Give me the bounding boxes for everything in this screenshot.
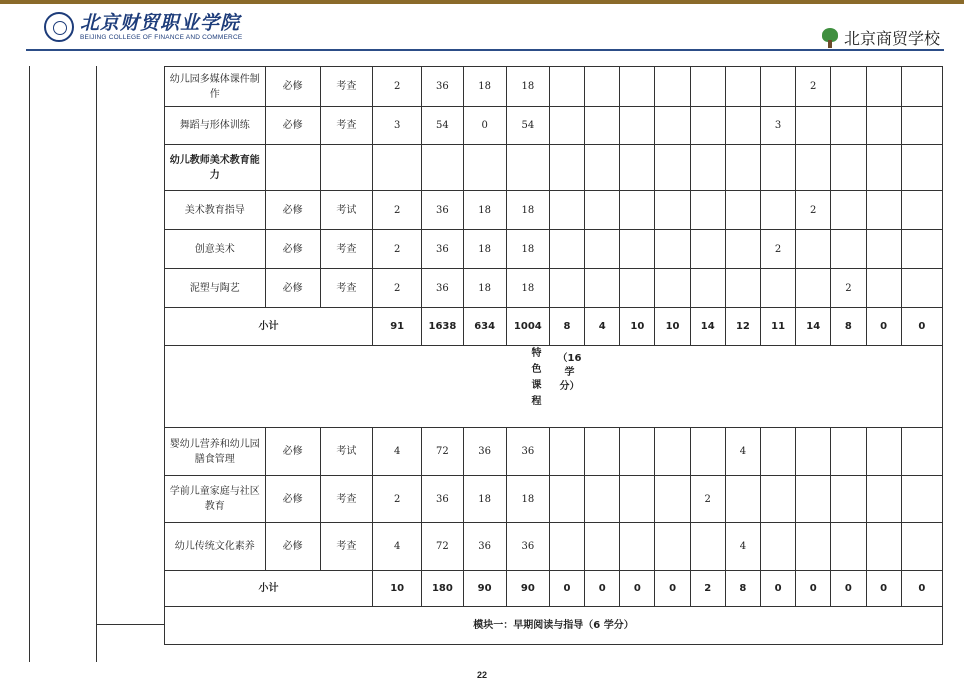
course-row — [165, 145, 943, 191]
semester-hours — [796, 476, 831, 523]
semester-hours — [725, 145, 760, 191]
semester-hours — [831, 230, 866, 269]
semester-hours: 2 — [690, 476, 725, 523]
page-header — [0, 4, 964, 54]
subtotal-practice: 1004 — [506, 308, 549, 346]
subtotal-semester: 0 — [655, 571, 690, 607]
course-row — [165, 191, 943, 230]
theory-hours: 18 — [463, 230, 506, 269]
semester-hours — [725, 107, 760, 145]
semester-hours — [866, 107, 901, 145]
subtotal-semester: 14 — [690, 308, 725, 346]
subtotal-semester: 0 — [549, 571, 584, 607]
semester-hours — [690, 145, 725, 191]
theory-hours: 18 — [463, 191, 506, 230]
semester-hours — [866, 269, 901, 308]
credit: 2 — [373, 230, 422, 269]
subtotal-semester: 2 — [690, 571, 725, 607]
semester-hours — [620, 230, 655, 269]
total-hours: 72 — [422, 428, 463, 476]
course-type: 必修 — [265, 191, 320, 230]
practice-hours: 18 — [506, 476, 549, 523]
semester-hours — [901, 107, 942, 145]
semester-hours — [866, 428, 901, 476]
credit: 2 — [373, 67, 422, 107]
subtotal-label: 小计 — [165, 308, 373, 346]
total-hours: 36 — [422, 230, 463, 269]
credit: 4 — [373, 428, 422, 476]
course-type: 必修 — [265, 523, 320, 571]
feature-credit-char: 分） — [559, 381, 580, 392]
credit: 4 — [373, 523, 422, 571]
assessment-method: 考试 — [320, 191, 372, 230]
subtotal-semester: 8 — [725, 571, 760, 607]
feature-course-heading-row — [165, 346, 943, 428]
assessment-method: 考查 — [320, 230, 372, 269]
total-hours: 54 — [422, 107, 463, 145]
practice-hours: 18 — [506, 191, 549, 230]
school-name: 北京商贸学校 — [843, 29, 940, 48]
course-row — [165, 67, 943, 107]
semester-hours — [549, 145, 584, 191]
semester-hours — [620, 191, 655, 230]
semester-hours — [690, 523, 725, 571]
semester-hours: 4 — [725, 428, 760, 476]
semester-hours — [585, 145, 620, 191]
feature-title-char: 程 — [531, 396, 542, 407]
course-type: 必修 — [265, 269, 320, 308]
module-left-rule — [96, 624, 164, 625]
category-border-line — [96, 66, 97, 662]
college-seal-icon — [44, 12, 74, 42]
semester-hours — [901, 269, 942, 308]
course-row — [165, 269, 943, 308]
semester-hours — [549, 269, 584, 308]
assessment-method: 考试 — [320, 428, 372, 476]
assessment-method: 考查 — [320, 476, 372, 523]
semester-hours — [655, 107, 690, 145]
subtotal-semester: 0 — [901, 308, 942, 346]
theory-hours: 18 — [463, 476, 506, 523]
semester-hours — [549, 428, 584, 476]
semester-hours — [620, 269, 655, 308]
subtotal-theory: 634 — [463, 308, 506, 346]
semester-hours — [690, 107, 725, 145]
semester-hours — [760, 67, 795, 107]
semester-hours — [585, 476, 620, 523]
semester-hours — [549, 67, 584, 107]
credit: 3 — [373, 107, 422, 145]
semester-hours — [655, 145, 690, 191]
subtotal-semester: 8 — [549, 308, 584, 346]
subtotal-semester: 11 — [760, 308, 795, 346]
subtotal-semester: 0 — [901, 571, 942, 607]
credit: 2 — [373, 269, 422, 308]
total-hours: 36 — [422, 269, 463, 308]
semester-hours — [901, 476, 942, 523]
semester-hours — [796, 145, 831, 191]
course-type: 必修 — [265, 428, 320, 476]
semester-hours: 2 — [760, 230, 795, 269]
course-row — [165, 428, 943, 476]
course-type: 必修 — [265, 476, 320, 523]
course-row — [165, 476, 943, 523]
subtotal-semester: 0 — [831, 571, 866, 607]
subtotal-semester: 12 — [725, 308, 760, 346]
subtotal-semester: 14 — [796, 308, 831, 346]
semester-hours — [690, 230, 725, 269]
subtotal-semester: 4 — [585, 308, 620, 346]
semester-hours — [831, 145, 866, 191]
subtotal-semester: 0 — [585, 571, 620, 607]
subtotal-semester: 0 — [620, 571, 655, 607]
subtotal-practice: 90 — [506, 571, 549, 607]
header-rule — [26, 49, 944, 51]
semester-hours — [549, 107, 584, 145]
semester-hours — [901, 428, 942, 476]
semester-hours — [901, 67, 942, 107]
practice-hours: 36 — [506, 523, 549, 571]
practice-hours: 18 — [506, 269, 549, 308]
practice-hours — [506, 145, 549, 191]
semester-hours — [901, 191, 942, 230]
theory-hours: 0 — [463, 107, 506, 145]
subtotal-label: 小计 — [165, 571, 373, 607]
semester-hours — [549, 523, 584, 571]
semester-hours — [831, 476, 866, 523]
subtotal-semester: 10 — [620, 308, 655, 346]
assessment-method: 考查 — [320, 67, 372, 107]
semester-hours — [725, 230, 760, 269]
semester-hours — [760, 428, 795, 476]
school-logo — [820, 26, 940, 49]
subtotal-semester: 8 — [831, 308, 866, 346]
feature-credit-char: 学 — [564, 367, 575, 378]
semester-hours — [831, 428, 866, 476]
feature-title-char: 特 — [531, 348, 542, 359]
college-name-en: BEIJING COLLEGE OF FINANCE AND COMMERCE — [80, 34, 243, 41]
semester-hours — [585, 428, 620, 476]
semester-hours — [796, 230, 831, 269]
credit: 2 — [373, 476, 422, 523]
total-hours: 36 — [422, 67, 463, 107]
semester-hours — [620, 67, 655, 107]
subtotal-credit: 10 — [373, 571, 422, 607]
subtotal-row — [165, 308, 943, 346]
semester-hours — [796, 107, 831, 145]
feature-title-char: 课 — [531, 380, 542, 391]
theory-hours: 18 — [463, 269, 506, 308]
semester-hours — [690, 428, 725, 476]
semester-hours — [866, 476, 901, 523]
semester-hours — [549, 476, 584, 523]
semester-hours — [831, 523, 866, 571]
semester-hours — [796, 269, 831, 308]
course-type: 必修 — [265, 67, 320, 107]
semester-hours: 2 — [796, 191, 831, 230]
course-row — [165, 523, 943, 571]
feature-course-heading — [165, 346, 943, 428]
total-hours — [422, 145, 463, 191]
credit — [373, 145, 422, 191]
semester-hours — [831, 107, 866, 145]
semester-hours: 4 — [725, 523, 760, 571]
semester-hours — [585, 67, 620, 107]
semester-hours — [760, 191, 795, 230]
semester-hours — [620, 428, 655, 476]
semester-hours — [760, 523, 795, 571]
semester-hours — [655, 523, 690, 571]
tree-icon — [820, 28, 840, 48]
practice-hours: 54 — [506, 107, 549, 145]
semester-hours — [655, 191, 690, 230]
semester-hours: 2 — [831, 269, 866, 308]
semester-hours — [725, 476, 760, 523]
semester-hours — [901, 523, 942, 571]
semester-hours — [690, 269, 725, 308]
semester-hours — [866, 523, 901, 571]
semester-hours — [725, 191, 760, 230]
subtotal-semester: 0 — [866, 308, 901, 346]
course-type: 必修 — [265, 230, 320, 269]
subtotal-semester: 0 — [796, 571, 831, 607]
left-border-line — [29, 66, 30, 662]
semester-hours — [901, 145, 942, 191]
subtotal-theory: 90 — [463, 571, 506, 607]
assessment-method: 考查 — [320, 269, 372, 308]
module-heading-row — [165, 607, 943, 645]
practice-hours: 18 — [506, 230, 549, 269]
semester-hours — [549, 191, 584, 230]
credit: 2 — [373, 191, 422, 230]
college-name-cn: 北京财贸职业学院 — [80, 12, 241, 34]
theory-hours: 36 — [463, 523, 506, 571]
semester-hours — [549, 230, 584, 269]
course-name: 学前儿童家庭与社区教育 — [165, 476, 266, 523]
semester-hours — [760, 145, 795, 191]
semester-hours — [655, 67, 690, 107]
theory-hours: 36 — [463, 428, 506, 476]
course-name: 幼儿传统文化素养 — [165, 523, 266, 571]
semester-hours — [585, 191, 620, 230]
semester-hours — [831, 191, 866, 230]
subtotal-hours: 1638 — [422, 308, 463, 346]
semester-hours — [760, 269, 795, 308]
total-hours: 36 — [422, 476, 463, 523]
assessment-method: 考查 — [320, 523, 372, 571]
semester-hours — [866, 145, 901, 191]
semester-hours — [760, 476, 795, 523]
semester-hours — [796, 428, 831, 476]
semester-hours — [655, 269, 690, 308]
total-hours: 72 — [422, 523, 463, 571]
semester-hours — [655, 476, 690, 523]
theory-hours: 18 — [463, 67, 506, 107]
semester-hours: 3 — [760, 107, 795, 145]
semester-hours — [620, 107, 655, 145]
feature-title-char: 色 — [531, 364, 542, 375]
page-number: 22 — [476, 670, 487, 680]
semester-hours — [901, 230, 942, 269]
semester-hours — [866, 191, 901, 230]
course-name: 幼儿教师美术教育能力 — [165, 145, 266, 191]
semester-hours — [620, 145, 655, 191]
semester-hours — [725, 269, 760, 308]
semester-hours — [690, 67, 725, 107]
subtotal-credit: 91 — [373, 308, 422, 346]
course-type: 必修 — [265, 107, 320, 145]
semester-hours — [866, 230, 901, 269]
curriculum-table — [164, 66, 943, 645]
semester-hours — [831, 67, 866, 107]
semester-hours — [585, 269, 620, 308]
college-logo — [44, 12, 242, 42]
module-title: 模块一：早期阅读与指导（6 学分） — [165, 607, 943, 645]
practice-hours: 36 — [506, 428, 549, 476]
practice-hours: 18 — [506, 67, 549, 107]
semester-hours — [620, 476, 655, 523]
theory-hours — [463, 145, 506, 191]
semester-hours: 2 — [796, 67, 831, 107]
course-name: 幼儿园多媒体课件制作 — [165, 67, 266, 107]
semester-hours — [585, 523, 620, 571]
course-name: 创意美术 — [165, 230, 266, 269]
subtotal-hours: 180 — [422, 571, 463, 607]
semester-hours — [796, 523, 831, 571]
subtotal-semester: 0 — [760, 571, 795, 607]
semester-hours — [620, 523, 655, 571]
course-type — [265, 145, 320, 191]
semester-hours — [866, 67, 901, 107]
subtotal-semester: 10 — [655, 308, 690, 346]
semester-hours — [655, 230, 690, 269]
course-row — [165, 230, 943, 269]
semester-hours — [690, 191, 725, 230]
semester-hours — [585, 107, 620, 145]
course-name: 舞蹈与形体训练 — [165, 107, 266, 145]
course-name: 美术教育指导 — [165, 191, 266, 230]
course-name: 婴幼儿营养和幼儿园膳食管理 — [165, 428, 266, 476]
course-row — [165, 107, 943, 145]
assessment-method — [320, 145, 372, 191]
feature-credit-char: （16 — [557, 353, 582, 364]
semester-hours — [585, 230, 620, 269]
semester-hours — [655, 428, 690, 476]
assessment-method: 考查 — [320, 107, 372, 145]
subtotal-semester: 0 — [866, 571, 901, 607]
total-hours: 36 — [422, 191, 463, 230]
course-name: 泥塑与陶艺 — [165, 269, 266, 308]
semester-hours — [725, 67, 760, 107]
subtotal-row — [165, 571, 943, 607]
